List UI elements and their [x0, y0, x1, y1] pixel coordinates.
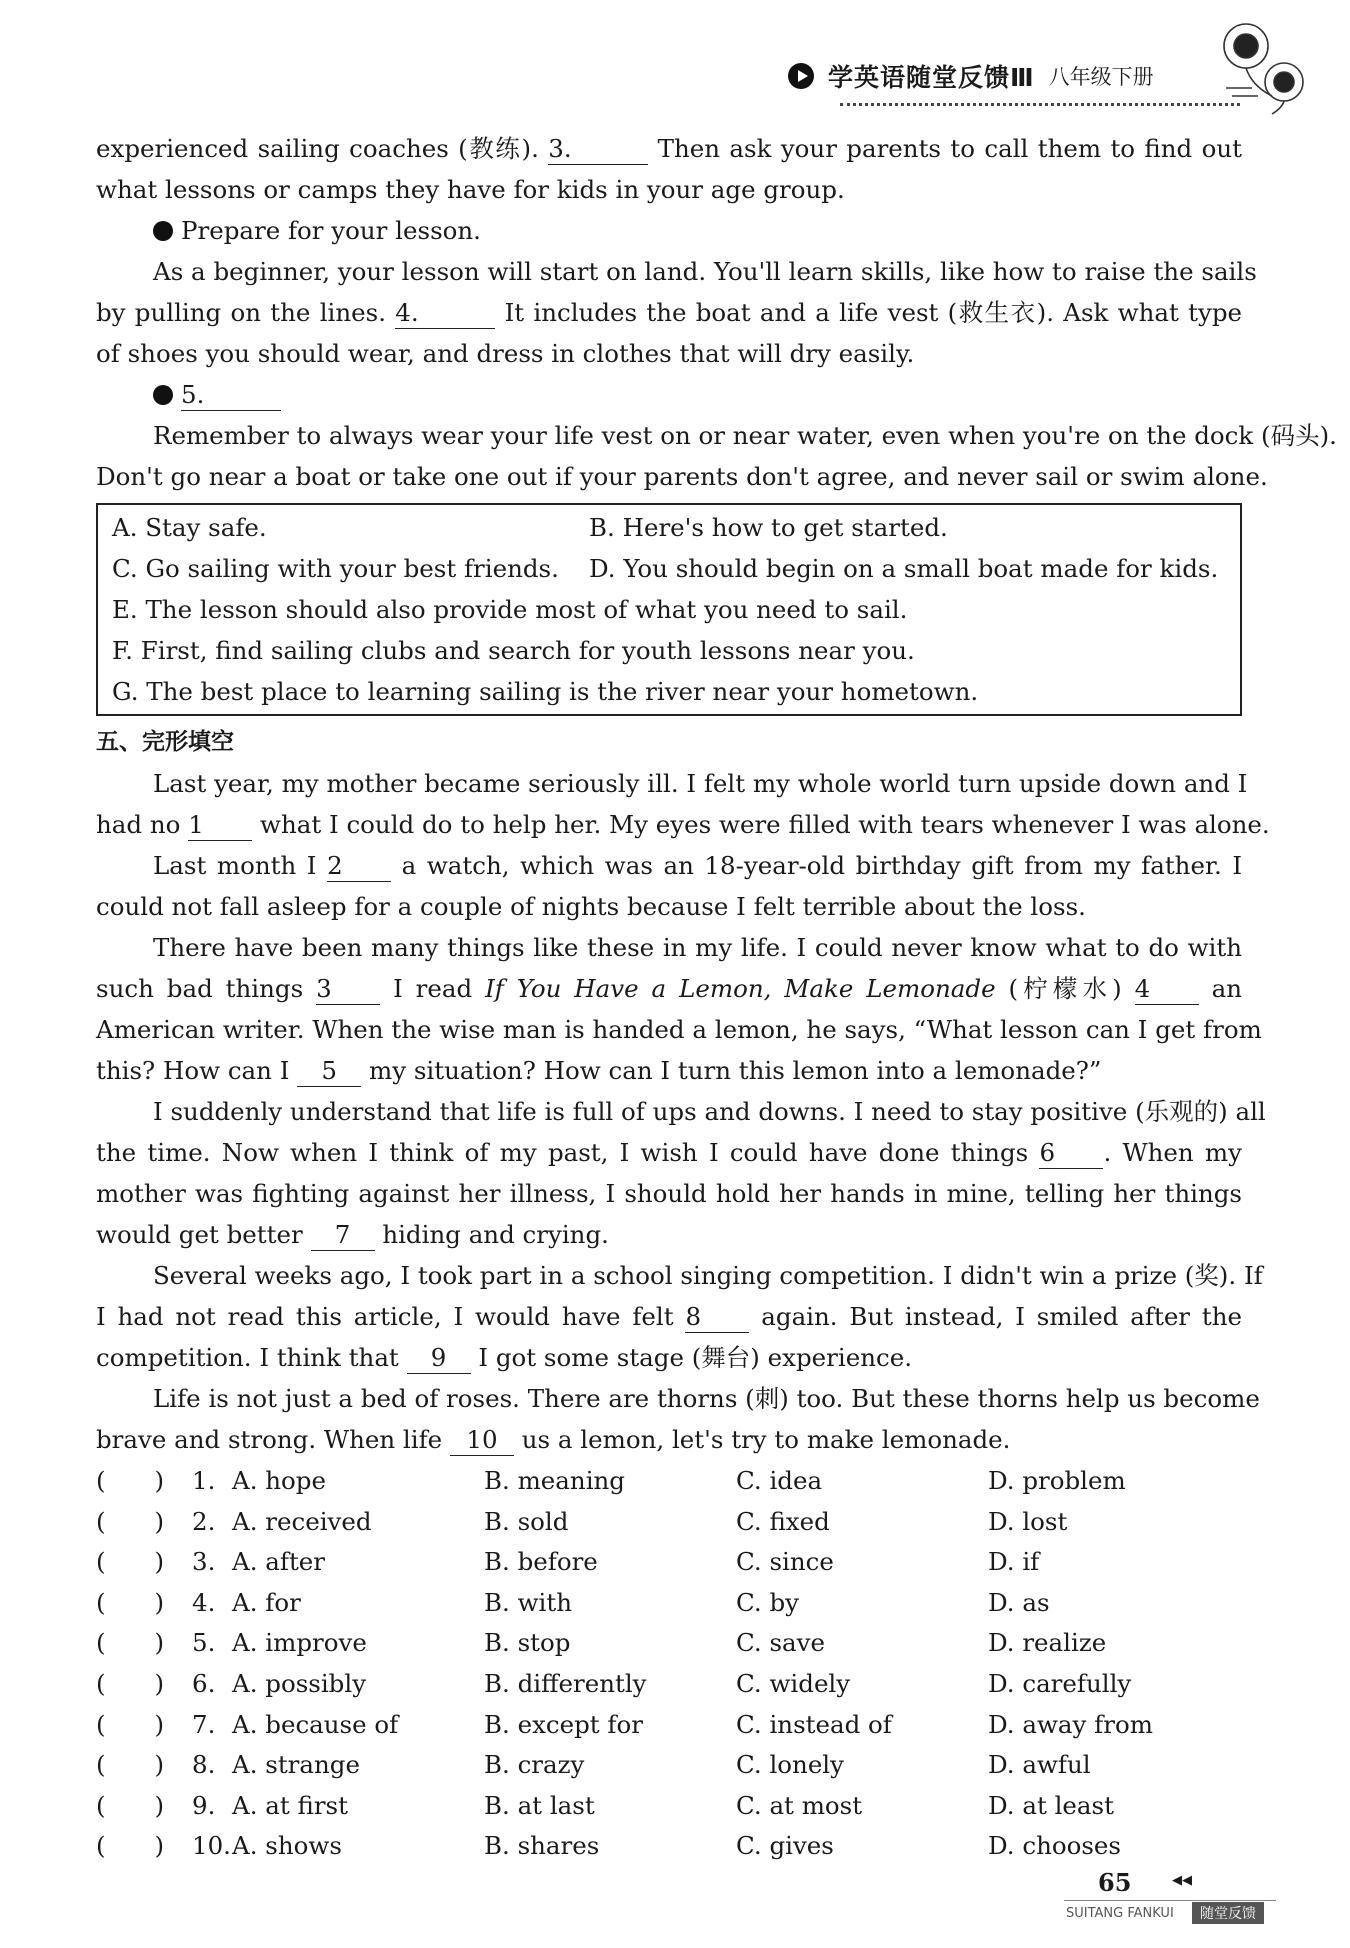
answer-paren[interactable]: ( ): [96, 1831, 165, 1861]
question-list: [96, 1461, 1242, 1867]
text-line: Remember to always wear your life vest on or near water, even when you're on the dock (码头).: [153, 421, 1337, 450]
answer-paren[interactable]: ( ): [96, 1709, 165, 1739]
choice-b[interactable]: B. shares: [484, 1831, 600, 1861]
option-d: D. You should begin on a small boat made for kids.: [589, 554, 1219, 583]
options-box: [96, 503, 1242, 716]
book-subtitle: 八年级下册: [1048, 65, 1154, 89]
answer-paren[interactable]: ( ): [96, 1547, 165, 1577]
text-line: competition. I think that 9 I got some stage (舞台) experience.: [96, 1343, 912, 1372]
text-line: this? How can I 5 my situation? How can I turn this lemon into a lemonade?”: [96, 1056, 1102, 1085]
cloze-blank-4[interactable]: 4: [1135, 974, 1199, 1005]
choice-d[interactable]: D. at least: [988, 1790, 1114, 1820]
choice-a[interactable]: A. after: [232, 1547, 325, 1577]
footer-brand-en: SUITANG FANKUI: [1066, 1906, 1174, 1921]
answer-paren[interactable]: ( ): [96, 1628, 165, 1658]
choice-a[interactable]: A. strange: [232, 1750, 360, 1780]
choice-d[interactable]: D. lost: [988, 1506, 1068, 1536]
text-line: such bad things 3 I read If You Have a Lemon, Make Lemonade (柠檬水) 4 an: [96, 974, 1242, 1003]
choice-c[interactable]: C. gives: [736, 1831, 834, 1861]
page-body: [96, 128, 1337, 1867]
choice-a[interactable]: A. possibly: [232, 1668, 367, 1698]
answer-paren[interactable]: ( ): [96, 1466, 165, 1495]
text-line: of shoes you should wear, and dress in clothes that will dry easily.: [96, 339, 915, 368]
text-line: I had not read this article, I would have felt 8 again. But instead, I smiled after the: [96, 1302, 1242, 1331]
answer-paren[interactable]: ( ): [96, 1506, 165, 1536]
choice-c[interactable]: C. idea: [736, 1466, 823, 1495]
answer-blank-4[interactable]: 4.: [395, 298, 495, 329]
choice-c[interactable]: C. widely: [736, 1668, 851, 1698]
choice-b[interactable]: B. at last: [484, 1790, 595, 1820]
cloze-blank-3[interactable]: 3: [316, 974, 380, 1005]
cloze-blank-8[interactable]: 8: [685, 1302, 749, 1333]
text-line: I suddenly understand that life is full of ups and downs. I need to stay positive (乐观的) all: [153, 1097, 1266, 1126]
choice-b[interactable]: B. differently: [484, 1668, 647, 1698]
book-title-italic: If You Have a Lemon, Make Lemonade: [485, 974, 996, 1003]
text-line: Last year, my mother became seriously ill. I felt my whole world turn upside down and I: [153, 769, 1248, 798]
section-title: 五、完形填空: [96, 729, 234, 755]
text-line: American writer. When the wise man is handed a lemon, he says, “What lesson can I get from: [96, 1015, 1262, 1044]
question-row: ( ) 1. A. hope B. meaning C. idea D. problem: [96, 1461, 1242, 1502]
text-line: the time. Now when I think of my past, I wish I could have done things 6 . When my: [96, 1138, 1242, 1167]
option-a: A. Stay safe.: [112, 513, 267, 542]
choice-d[interactable]: D. carefully: [988, 1668, 1132, 1698]
cloze-blank-9[interactable]: 9: [407, 1343, 471, 1374]
choice-a[interactable]: A. shows: [232, 1831, 342, 1861]
text-line: experienced sailing coaches (教练). 3. Then ask your parents to call them to find out: [96, 134, 1242, 163]
choice-d[interactable]: D. as: [988, 1587, 1050, 1617]
text-line: Life is not just a bed of roses. There are thorns (刺) too. But these thorns help us become: [153, 1384, 1260, 1413]
bullet-icon: [153, 385, 173, 405]
answer-paren[interactable]: ( ): [96, 1668, 165, 1698]
choice-a[interactable]: A. for: [232, 1587, 301, 1617]
choice-b[interactable]: B. with: [484, 1587, 573, 1617]
choice-b[interactable]: B. except for: [484, 1709, 643, 1739]
choice-c[interactable]: C. since: [736, 1547, 834, 1577]
choice-c[interactable]: C. save: [736, 1628, 825, 1658]
text-line: Several weeks ago, I took part in a school singing competition. I didn't win a prize (奖). If: [153, 1261, 1263, 1290]
cloze-blank-5[interactable]: 5: [297, 1056, 361, 1087]
question-row: ( ) 7. A. because of B. except for C. instead of D. away from: [96, 1705, 1242, 1746]
choice-d[interactable]: D. problem: [988, 1466, 1126, 1495]
text-line: had no 1 what I could do to help her. My eyes were filled with tears whenever I was alone.: [96, 810, 1270, 839]
question-row: ( ) 10. A. shows B. shares C. gives D. chooses: [96, 1826, 1242, 1867]
choice-d[interactable]: D. if: [988, 1547, 1040, 1577]
sunflower-decoration-icon: [1212, 16, 1318, 116]
cloze-blank-1[interactable]: 1: [188, 810, 252, 841]
cloze-blank-7[interactable]: 7: [311, 1220, 375, 1251]
choice-c[interactable]: C. at most: [736, 1790, 863, 1820]
choice-b[interactable]: B. meaning: [484, 1466, 625, 1495]
question-row: ( ) 3. A. after B. before C. since D. if: [96, 1542, 1242, 1583]
cloze-blank-2[interactable]: 2: [327, 851, 391, 882]
footer-brand-cn: 随堂反馈: [1192, 1902, 1264, 1924]
play-icon: [788, 63, 814, 89]
choice-c[interactable]: C. by: [736, 1587, 799, 1617]
choice-a[interactable]: A. at first: [232, 1790, 348, 1820]
choice-c[interactable]: C. instead of: [736, 1709, 892, 1739]
choice-d[interactable]: D. away from: [988, 1709, 1153, 1739]
text-line: could not fall asleep for a couple of nights because I felt terrible about the loss.: [96, 892, 1086, 921]
answer-paren[interactable]: ( ): [96, 1587, 165, 1617]
answer-paren[interactable]: ( ): [96, 1790, 165, 1820]
answer-blank-3[interactable]: 3.: [548, 134, 648, 165]
choice-d[interactable]: D. chooses: [988, 1831, 1121, 1861]
double-arrow-left-icon: ◀◀: [1172, 1873, 1192, 1888]
option-g: G. The best place to learning sailing is the river near your hometown.: [112, 677, 979, 706]
question-row: ( ) 8. A. strange B. crazy C. lonely D. awful: [96, 1745, 1242, 1786]
running-header: [788, 58, 1154, 94]
choice-a[interactable]: A. improve: [232, 1628, 367, 1658]
text-line: As a beginner, your lesson will start on land. You'll learn skills, like how to raise the sails: [153, 257, 1257, 286]
answer-blank-5[interactable]: 5.: [181, 380, 281, 411]
text-line: by pulling on the lines. 4. It includes the boat and a life vest (救生衣). Ask what type: [96, 298, 1242, 327]
choice-c[interactable]: C. lonely: [736, 1750, 844, 1780]
choice-c[interactable]: C. fixed: [736, 1506, 830, 1536]
choice-b[interactable]: B. before: [484, 1547, 598, 1577]
cloze-blank-6[interactable]: 6: [1039, 1138, 1103, 1169]
choice-a[interactable]: A. received: [232, 1506, 372, 1536]
text-line: Don't go near a boat or take one out if your parents don't agree, and never sail or swim alone.: [96, 462, 1268, 491]
choice-b[interactable]: B. crazy: [484, 1750, 585, 1780]
text-line: mother was fighting against her illness, I should hold her hands in mine, telling her things: [96, 1179, 1242, 1208]
question-row: ( ) 5. A. improve B. stop C. save D. realize: [96, 1623, 1242, 1664]
choice-a[interactable]: A. because of: [232, 1709, 399, 1739]
option-b: B. Here's how to get started.: [589, 513, 948, 542]
cloze-blank-10[interactable]: 10: [450, 1425, 514, 1456]
answer-paren[interactable]: ( ): [96, 1750, 165, 1780]
choice-b[interactable]: B. sold: [484, 1506, 569, 1536]
text-line: Last month I 2 a watch, which was an 18-year-old birthday gift from my father. I: [153, 851, 1243, 880]
choice-d[interactable]: D. realize: [988, 1628, 1107, 1658]
text-line: brave and strong. When life 10 us a lemon, let's try to make lemonade.: [96, 1425, 1011, 1454]
question-row: ( ) 4. A. for B. with C. by D. as: [96, 1583, 1242, 1624]
question-row: ( ) 6. A. possibly B. differently C. widely D. carefully: [96, 1664, 1242, 1705]
page-number: 65: [1098, 1868, 1132, 1897]
text-line: There have been many things like these in my life. I could never know what to do with: [153, 933, 1242, 962]
text-line: what lessons or camps they have for kids in your age group.: [96, 175, 845, 204]
book-title: 学英语随堂反馈Ⅲ: [828, 63, 1035, 92]
option-c: C. Go sailing with your best friends.: [112, 554, 559, 583]
header-dotted-rule: [840, 103, 1240, 106]
choice-a[interactable]: A. hope: [232, 1466, 326, 1495]
option-f: F. First, find sailing clubs and search for youth lessons near you.: [112, 636, 915, 665]
subheading-prepare: Prepare for your lesson.: [96, 210, 1242, 251]
text-line: would get better 7 hiding and crying.: [96, 1220, 609, 1249]
choice-d[interactable]: D. awful: [988, 1750, 1091, 1780]
subheading-blank-5: [96, 374, 1242, 415]
bullet-icon: [153, 221, 173, 241]
question-row: ( ) 9. A. at first B. at last C. at most D. at least: [96, 1786, 1242, 1827]
question-row: ( ) 2. A. received B. sold C. fixed D. lost: [96, 1502, 1242, 1543]
option-e: E. The lesson should also provide most of what you need to sail.: [112, 595, 908, 624]
choice-b[interactable]: B. stop: [484, 1628, 571, 1658]
